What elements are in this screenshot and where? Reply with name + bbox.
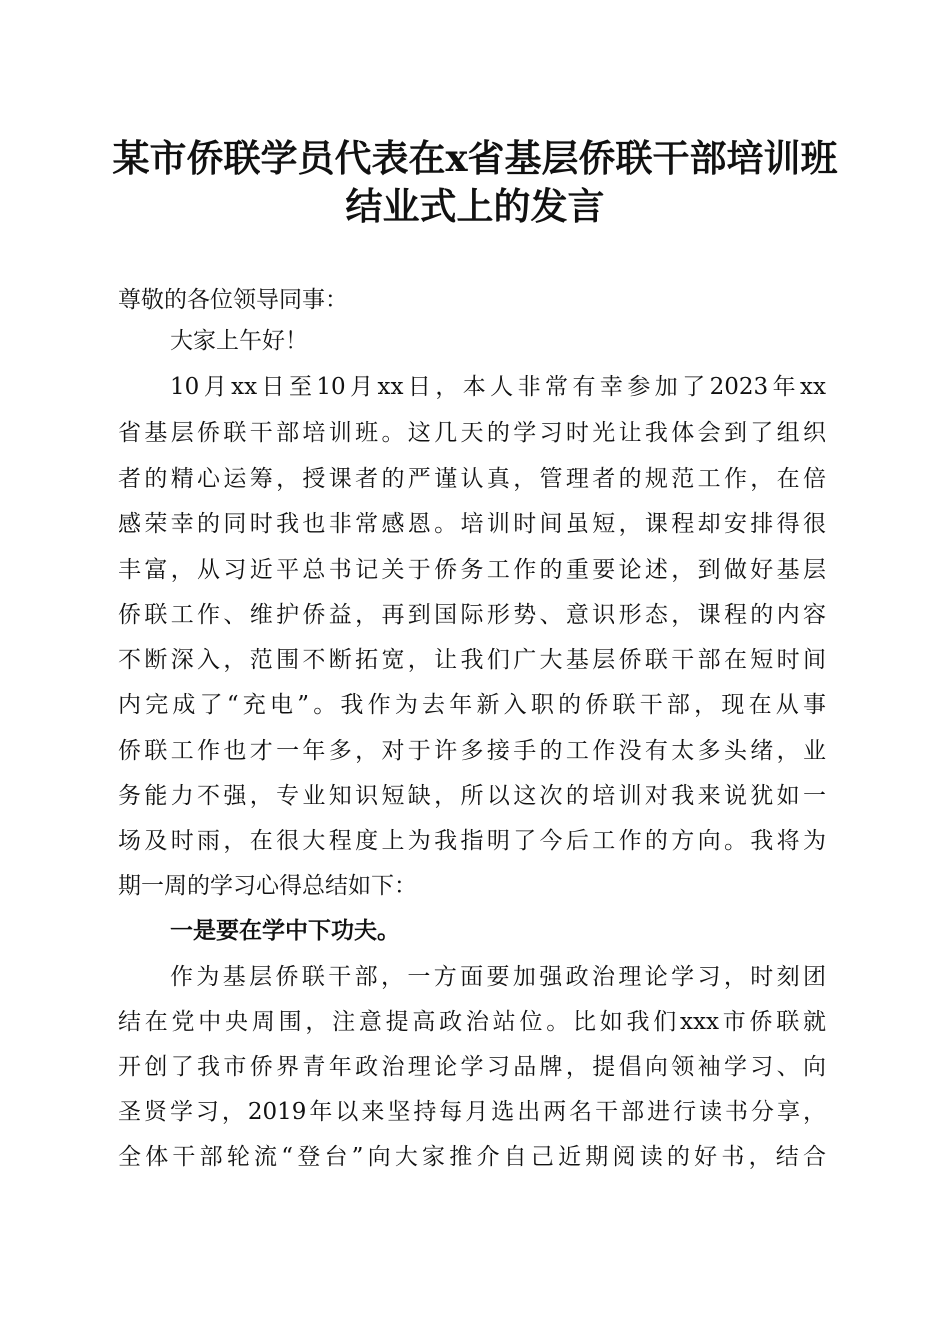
- document-title-line-1: 某市侨联学员代表在x省基层侨联干部培训班: [112, 136, 838, 180]
- paragraph-line: 期一周的学习心得总结如下：: [118, 873, 417, 899]
- paragraph-line: 10月xx日至10月xx日，本人非常有幸参加了2023年xx: [170, 374, 826, 400]
- paragraph-line: 者的精心运筹，授课者的严谨认真，管理者的规范工作，在倍: [118, 466, 826, 492]
- paragraph-line: 务能力不强，专业知识短缺，所以这次的培训对我来说犹如一: [118, 783, 826, 809]
- paragraph-line: 丰富，从习近平总书记关于侨务工作的重要论述，到做好基层: [118, 557, 826, 583]
- paragraph-line: 场及时雨，在很大程度上为我指明了今后工作的方向。我将为: [118, 828, 826, 854]
- section-heading: 一是要在学中下功夫。: [170, 917, 400, 944]
- paragraph-line: 开创了我市侨界青年政治理论学习品牌，提倡向领袖学习、向: [118, 1054, 826, 1080]
- paragraph-line: 内完成了“充电”。我作为去年新入职的侨联干部，现在从事: [118, 692, 826, 718]
- paragraph-line: 侨联工作、维护侨益，再到国际形势、意识形态，课程的内容: [118, 602, 826, 628]
- paragraph-line: 不断深入，范围不断拓宽，让我们广大基层侨联干部在短时间: [118, 647, 826, 673]
- paragraph-line: 全体干部轮流“登台”向大家推介自己近期阅读的好书，结合: [118, 1144, 826, 1170]
- greeting: 大家上午好！: [170, 328, 308, 354]
- paragraph-line: 作为基层侨联干部，一方面要加强政治理论学习，时刻团: [170, 964, 826, 990]
- paragraph-line: 省基层侨联干部培训班。这几天的学习时光让我体会到了组织: [118, 420, 826, 446]
- paragraph-line: 圣贤学习，2019年以来坚持每月选出两名干部进行读书分享，: [118, 1099, 826, 1125]
- paragraph-line: 感荣幸的同时我也非常感恩。培训时间虽短，课程却安排得很: [118, 511, 826, 537]
- salutation: 尊敬的各位领导同事：: [118, 287, 348, 313]
- paragraph-line: 结在党中央周围，注意提高政治站位。比如我们xxx市侨联就: [118, 1009, 826, 1035]
- document-title-line-2: 结业式上的发言: [345, 184, 605, 228]
- paragraph-line: 侨联工作也才一年多，对于许多接手的工作没有太多头绪，业: [118, 738, 826, 764]
